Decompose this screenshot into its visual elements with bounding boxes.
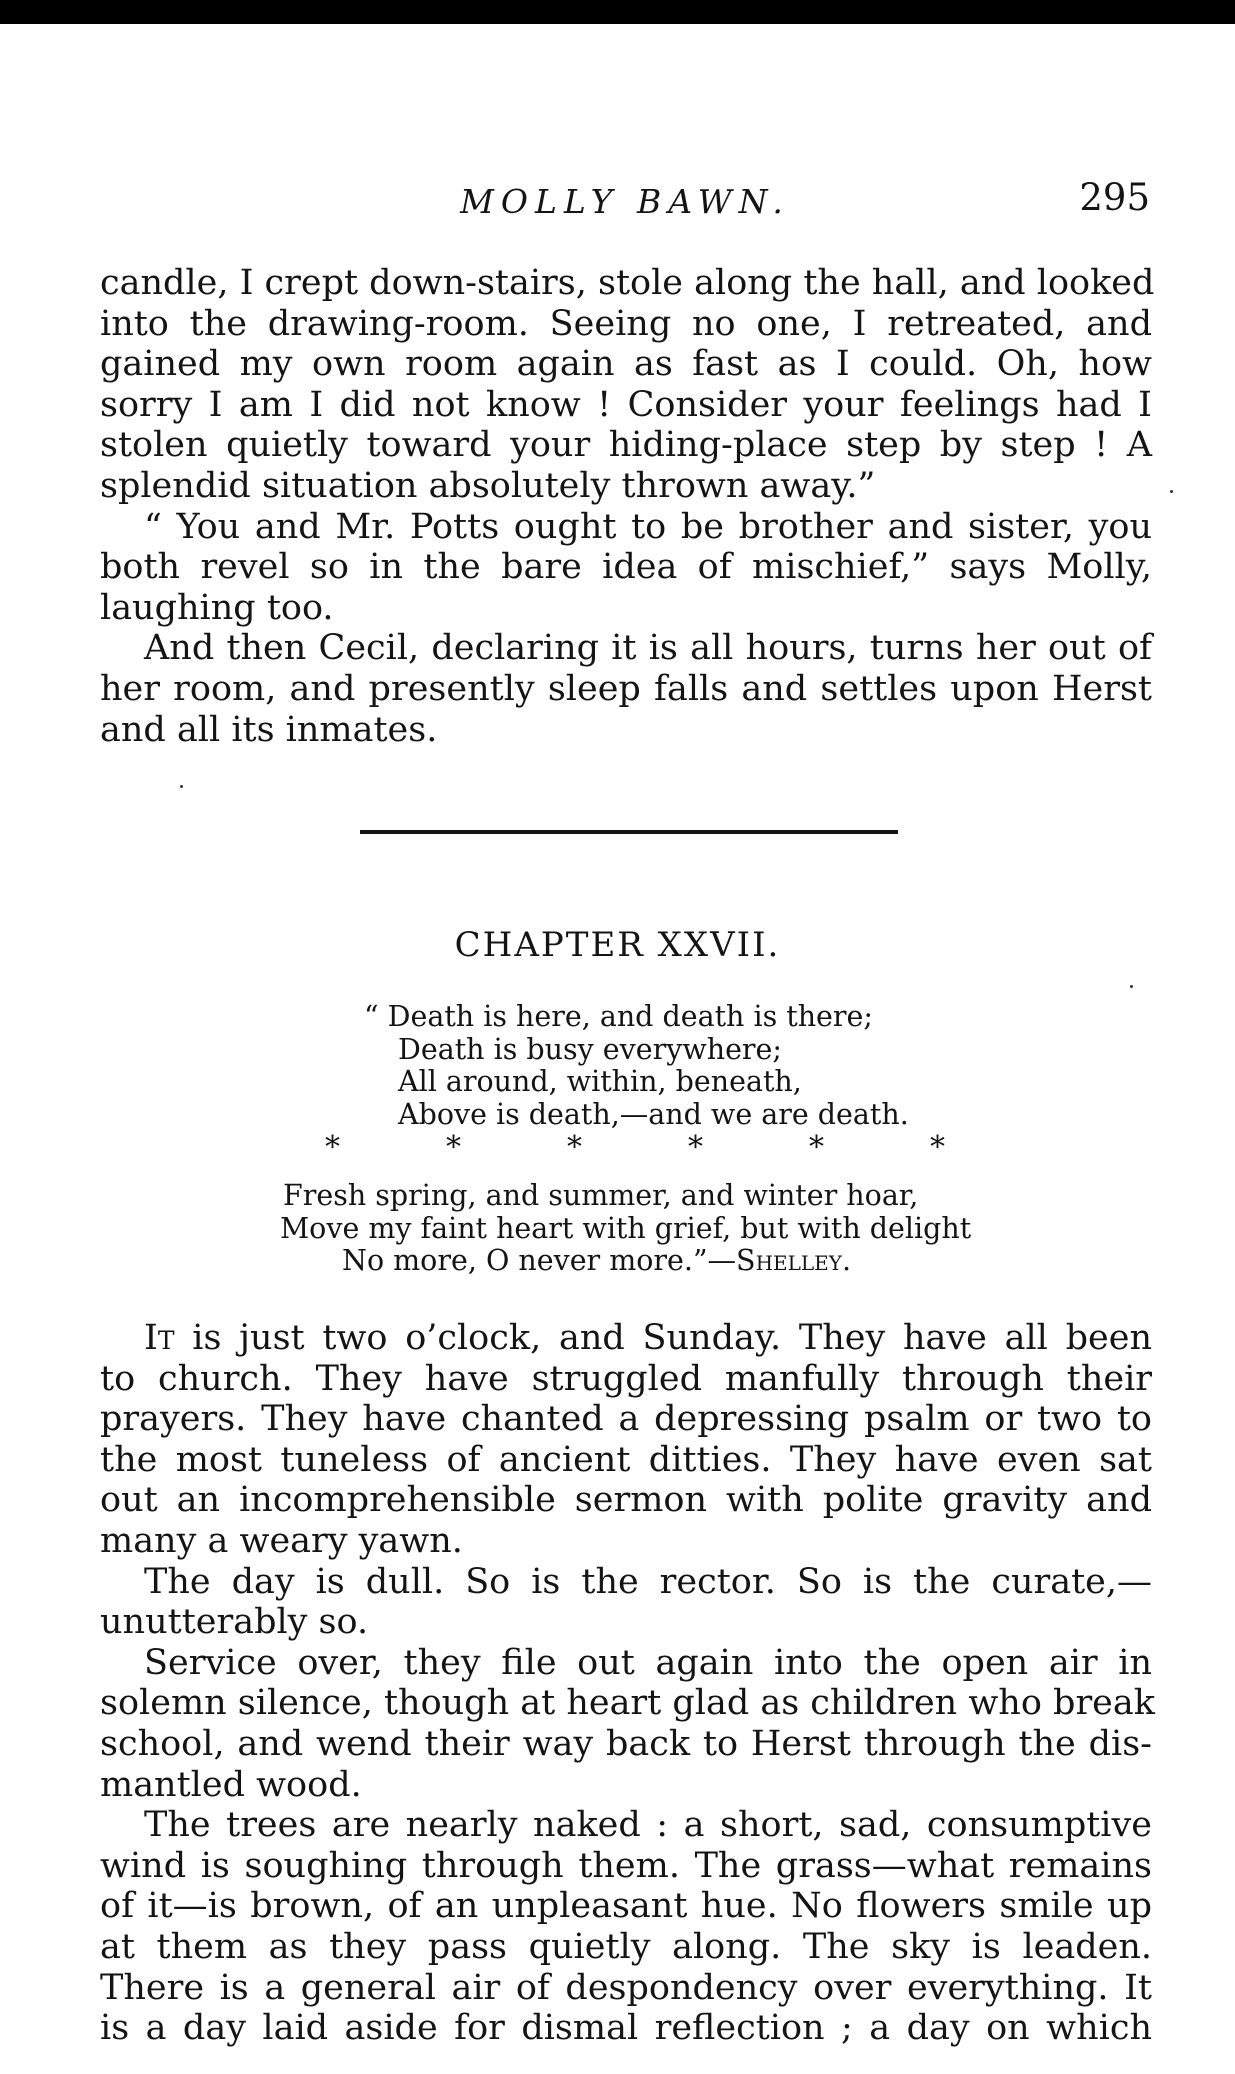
verse-line: Fresh spring, and summer, and winter hoar,: [283, 1179, 919, 1212]
verse-break-stars: [325, 1130, 945, 1165]
text-line: many a weary yawn.: [100, 1520, 463, 1561]
text-line: the most tuneless of ancient ditties. They have even sat: [100, 1439, 1152, 1480]
star: *: [567, 1130, 582, 1165]
print-speck: [1130, 985, 1133, 988]
text-line: [100, 1318, 1152, 1359]
epigraph-stanza-2: [280, 1180, 1040, 1278]
drop-word: It: [144, 1318, 175, 1358]
text-line: both revel so in the bare idea of mischief,” says Molly,: [100, 547, 1152, 588]
text-line: wind is soughing through them. The grass—what remains: [100, 1845, 1152, 1886]
star: *: [446, 1130, 461, 1165]
verse-line: Move my faint heart with grief, but with delight: [280, 1211, 972, 1245]
text-line: prayers. They have chanted a depressing psalm or two to: [100, 1399, 1152, 1440]
text-line: Service over, they file out again into the open air in: [144, 1642, 1152, 1683]
text-line: sorry I am I did not know ! Consider your feelings had I: [100, 384, 1152, 425]
star: *: [809, 1130, 824, 1165]
paragraph: [100, 1642, 1155, 1805]
paragraph: [100, 263, 1155, 507]
section-divider: [360, 830, 898, 834]
verse-line: “ Death is here, and death is there;: [364, 1000, 874, 1033]
paragraph: [100, 1805, 1152, 2049]
epigraph: [280, 1001, 1040, 1131]
text-line: at them as they pass quietly along. The sky is leaden.: [100, 1926, 1152, 1967]
verse-line: Death is busy everywhere;: [398, 1032, 783, 1066]
text-line: candle, I crept down-stairs, stole along the hall, and looked: [100, 263, 1155, 303]
page-header: [100, 176, 1150, 232]
text-line: solemn silence, though at heart glad as children who break: [100, 1683, 1155, 1724]
text-line: school, and wend their way back to Herst through the dis-: [100, 1723, 1152, 1764]
verse-last-line: No more, O never more.”—: [342, 1244, 737, 1277]
text-line: and all its inmates.: [100, 709, 438, 750]
verse-line: All around, within, beneath,: [398, 1065, 802, 1098]
paragraph: [100, 1318, 1152, 1562]
opening-text: [100, 263, 1155, 750]
text-line: The trees are nearly naked : a short, sad, consumptive: [144, 1805, 1152, 1846]
print-speck: [180, 785, 183, 788]
text-line: splendid situation absolutely thrown away.”: [100, 465, 876, 506]
star: *: [325, 1130, 340, 1165]
text-run: is just two o’clock, and Sunday. They have all been: [174, 1318, 1152, 1358]
verse-line: [280, 1245, 1040, 1278]
star: *: [688, 1130, 703, 1165]
text-line: of it—is brown, of an unpleasant hue. No flowers smile up: [100, 1886, 1152, 1927]
paragraph: [100, 628, 1152, 750]
page-number: 295: [1079, 176, 1150, 219]
text-line: The day is dull. So is the rector. So is the curate,—: [144, 1561, 1152, 1602]
star: *: [930, 1130, 945, 1165]
print-speck: [1170, 490, 1173, 493]
text-line: to church. They have struggled manfully through their: [100, 1358, 1152, 1399]
text-line: And then Cecil, declaring it is all hours, turns her out of: [144, 628, 1152, 669]
paragraph: [100, 507, 1152, 629]
epigraph-attribution: Shelley.: [736, 1244, 852, 1277]
text-line: mantled wood.: [100, 1764, 362, 1805]
verse-line: Above is death,—and we are death.: [398, 1097, 909, 1131]
text-line: her room, and presently sleep falls and settles upon Herst: [100, 668, 1152, 709]
page-top-edge: [0, 0, 1235, 24]
text-line: into the drawing-room. Seeing no one, I retreated, and: [100, 303, 1152, 344]
text-line: There is a general air of despondency over everything. It: [100, 1967, 1152, 2008]
chapter-body: [100, 1318, 1155, 2049]
text-line: gained my own room again as fast as I could. Oh, how: [100, 344, 1152, 385]
text-line: unutterably so.: [100, 1602, 369, 1643]
running-title: MOLLY BAWN.: [460, 182, 790, 221]
chapter-title: CHAPTER XXVII.: [454, 925, 781, 965]
text-line: is a day laid aside for dismal reflection ; a day on which: [100, 2008, 1152, 2049]
text-line: stolen quietly toward your hiding-place step by step ! A: [100, 425, 1152, 466]
text-line: laughing too.: [100, 587, 334, 628]
text-line: out an incomprehensible sermon with polite gravity and: [100, 1480, 1152, 1521]
text-line: “ You and Mr. Potts ought to be brother and sister, you: [144, 506, 1152, 547]
paragraph: [100, 1562, 1152, 1643]
